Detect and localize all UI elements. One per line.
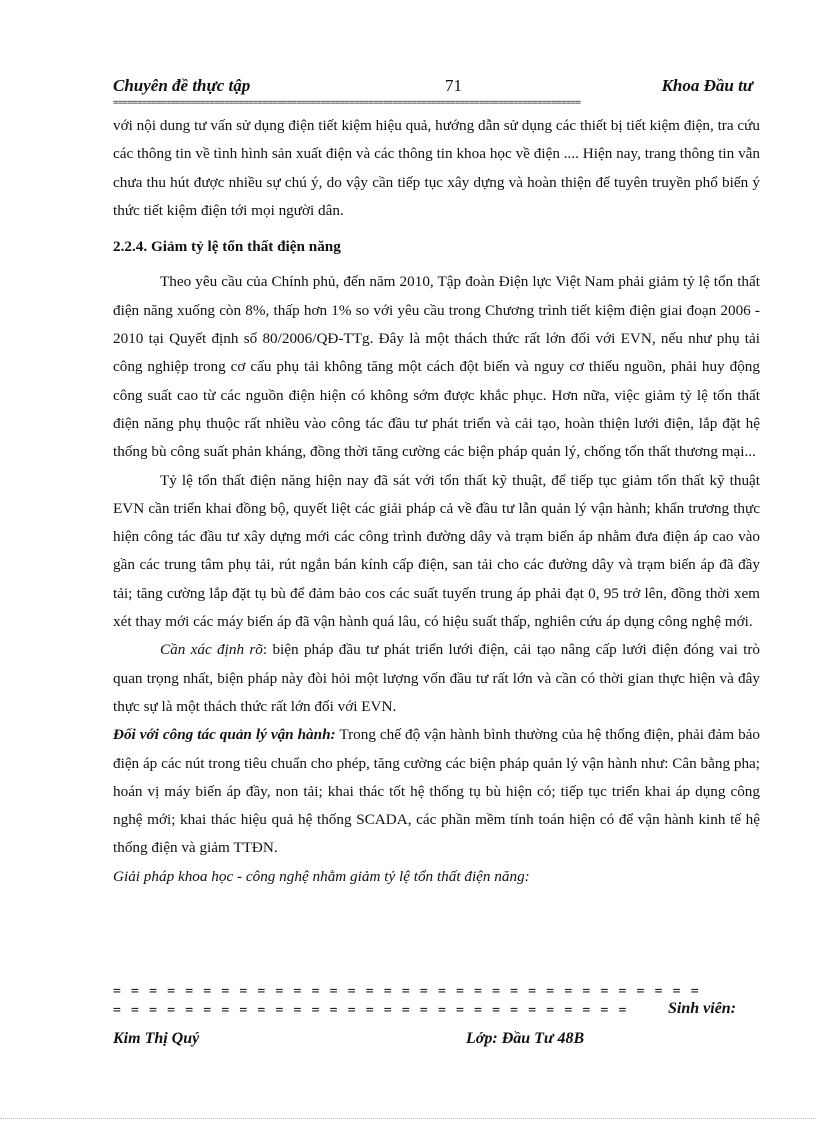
paragraph-5-text: Trong chế độ vận hành bình thường của hệ thống điện, phải đảm bảo điện áp các nút trong tiêu chuẩn cho phép, tăng cường các biện pháp quản lý vận hành như: Cân bằng pha; hoán vị máy biến áp đầy, non tải; khai thác tốt hệ thống tụ bù hiện có; tiếp tục triển khai áp dụng công nghệ mới; khai thác hiệu quả hệ thống SCADA, các phần mềm tính toán hiện có để vận hành kinh tế hệ thống điện và giảm TTĐN. xyxy=(113,726,760,857)
paragraph-4-lead: Cần xác định rõ xyxy=(160,641,263,659)
paragraph-5 xyxy=(113,721,760,862)
paragraph-6: Giải pháp khoa học - công nghệ nhằm giảm tỷ lệ tổn thất điện năng: xyxy=(113,867,530,885)
page-edge-border xyxy=(0,1118,816,1120)
footer-class: Lớp: Đầu Tư 48B xyxy=(466,1030,585,1047)
footer-student-name: Kim Thị Quý xyxy=(113,1030,200,1047)
footer-rule-1: = = = = = = = = = = = = = = = = = = = = = = = = = = = = = = = = = xyxy=(113,984,700,999)
footer-student-label: Sinh viên: xyxy=(668,1000,737,1017)
paragraph-4 xyxy=(113,636,760,721)
paragraph-3: Tỷ lệ tổn thất điện năng hiện nay đã sát với tổn thất kỹ thuật, để tiếp tục giảm tổn thất kỹ thuật EVN cần triển khai đồng bộ, quyết liệt các giải pháp cả về đầu tư lẫn quản lý vận hành; khẩn trương thực hiện công tác đầu tư xây dựng mới các công trình đường dây và trạm biến áp nhằm đưa điện áp cao vào gần các trung tâm phụ tải, rút ngắn bán kính cấp điện, san tải cho các đường dây và trạm biến áp đã đầy tải; tăng cường lắp đặt tụ bù để đảm bảo cos các suất tuyến trung áp phải đạt 0, 95 trở lên, đồng thời xem xét thay mới các máy biến áp đã vận hành quá lâu, có hiệu suất thấp, nghiên cứu áp dụng công nghệ mới. xyxy=(113,471,760,631)
paragraph-1: với nội dung tư vấn sử dụng điện tiết kiệm hiệu quả, hướng dẫn sử dụng các thiết bị tiết kiệm điện, tra cứu các thông tin về tình hình sản xuất điện và các thông tin khoa học về điện .... Hiện nay, trang thông tin vẫn chưa thu hút được nhiều sự chú ý, do vậy cần tiếp tục xây dựng và hoàn thiện để tuyên truyền phổ biến ý thức tiết kiệm điện tới mọi người dân. xyxy=(113,117,760,219)
section-heading: 2.2.4. Giảm tỷ lệ tổn thất điện năng xyxy=(113,238,341,256)
footer-rule-2: = = = = = = = = = = = = = = = = = = = = = = = = = = = = = xyxy=(113,1003,628,1018)
header-rule: ================================================================================================= xyxy=(113,98,581,108)
page-number: 71 xyxy=(445,76,462,95)
paragraph-5-lead: Đối với công tác quản lý vận hành: xyxy=(113,726,336,744)
body-text xyxy=(113,112,760,891)
paragraph-4-text: : biện pháp đầu tư phát triển lưới điện, cải tạo nâng cấp lưới điện đóng vai trò quan trọng nhất, biện pháp này đòi hỏi một lượng vốn đầu tư rất lớn và cần có thời gian thực hiện và đây thực sự là một thách thức rất lớn đối với EVN. xyxy=(113,641,760,715)
page-header xyxy=(113,76,753,98)
header-department: Khoa Đầu tư xyxy=(661,76,753,95)
paragraph-2: Theo yêu cầu của Chính phủ, đến năm 2010, Tập đoàn Điện lực Việt Nam phải giảm tỷ lệ tổn thất điện năng xuống còn 8%, thấp hơn 1% so với yêu cầu trong Chương trình tiết kiệm điện giai đoạn 2006 - 2010 tại Quyết định số 80/2006/QĐ-TTg. Đây là một thách thức rất lớn đối với EVN, nếu như phụ tải công nghiệp trong cơ cấu phụ tải không tăng một cách đột biến và nguy cơ thiếu nguồn, phải huy động công suất cao từ các nguồn điện hiện có không sớm được khắc phục. Hơn nữa, việc giảm tỷ lệ tổn thất điện năng phụ thuộc rất nhiều vào công tác đầu tư phát triển và cải tạo, hoàn thiện lưới điện, lắp đặt hệ thống bù công suất phản kháng, đồng thời tăng cường các biện pháp quản lý, chống tổn thất thương mại... xyxy=(113,273,760,461)
header-title: Chuyên đề thực tập xyxy=(113,76,251,95)
